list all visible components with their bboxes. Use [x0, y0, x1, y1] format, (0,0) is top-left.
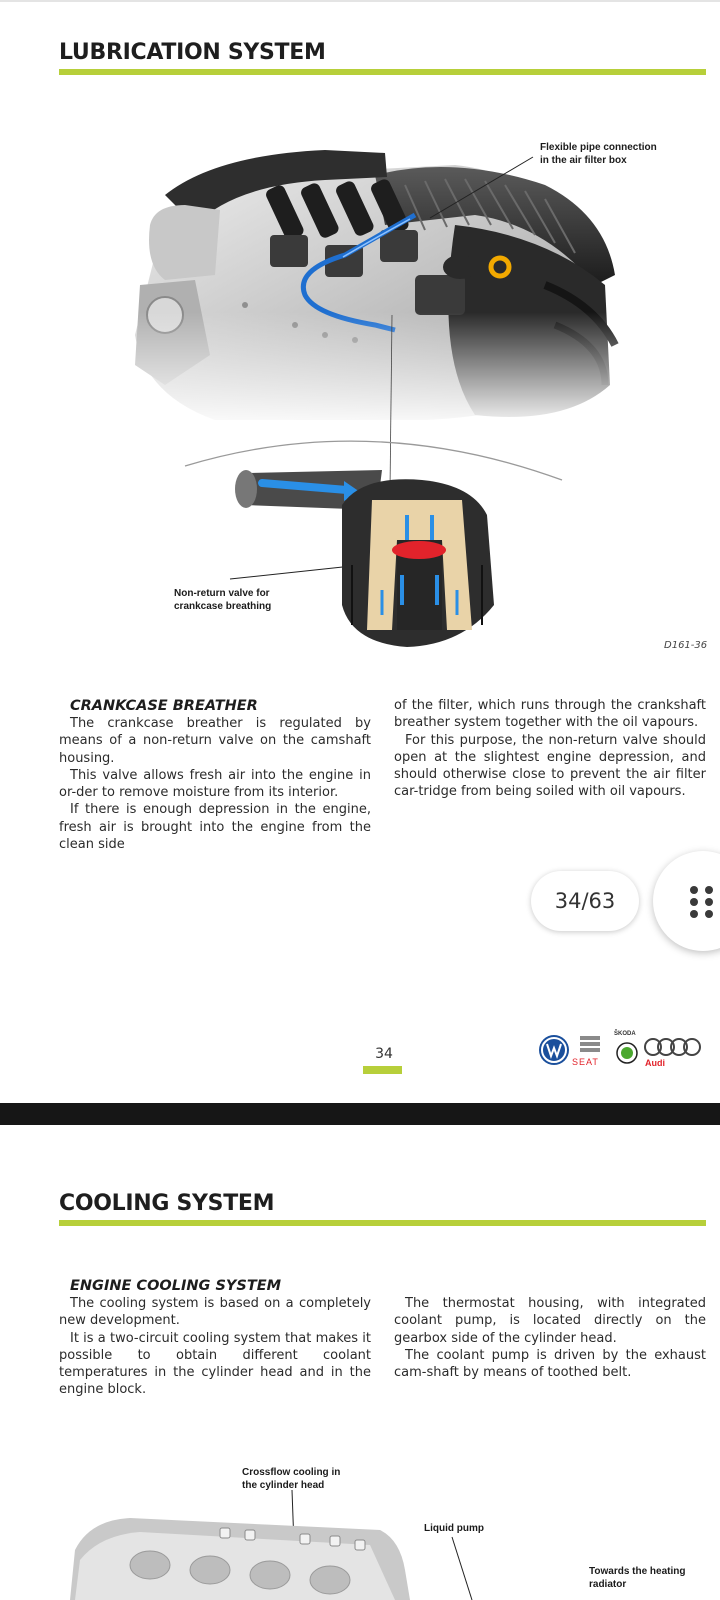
page-separator — [0, 1103, 720, 1125]
title-underline — [59, 1220, 706, 1226]
text-column-left — [59, 1277, 371, 1399]
paragraph: It is a two-circuit cooling system that makes it possible to obtain different coolant temperatures in the cylinder head and in the engine block. — [59, 1330, 371, 1398]
paragraph: The crankcase breather is regulated by means of a non-return valve on the camshaft housing. — [59, 716, 371, 766]
page-title-lubrication: LUBRICATION SYSTEM — [59, 40, 326, 65]
skoda-brand-text: ŠKODA — [614, 1031, 636, 1037]
figure-reference: D161-36 — [664, 640, 708, 651]
paragraph: If there is enough depression in the engine, fresh air is brought into the engine from the clean side — [59, 802, 371, 853]
label-flexible-pipe: Flexible pipe connection in the air filter box — [540, 142, 657, 166]
label-crossflow: Crossflow cooling in the cylinder head — [242, 1467, 341, 1491]
cylinder-head-illustration — [0, 1490, 720, 1600]
paragraph: This valve allows fresh air into the engine in or-der to remove moisture from its interior. — [59, 767, 371, 801]
page-title-cooling: COOLING SYSTEM — [59, 1191, 275, 1216]
text-column-right — [394, 1295, 706, 1381]
paragraph: The thermostat housing, with integrated coolant pump, is located directly on the gearbox side of the cylinder head. — [394, 1296, 706, 1346]
valve-cutaway-illustration — [232, 455, 517, 650]
audi-logo-icon — [643, 1037, 703, 1057]
seat-brand-text: SEAT — [572, 1057, 599, 1067]
page-indicator[interactable]: 34/63 — [531, 871, 639, 931]
label-non-return-valve: Non-return valve for crankcase breathing — [174, 588, 272, 612]
page-number-bar — [363, 1066, 402, 1074]
brand-logos — [538, 1032, 708, 1072]
section-heading-crankcase: CRANKCASE BREATHER — [70, 698, 258, 714]
text-column-left — [59, 697, 371, 853]
paragraph: For this purpose, the non-return valve should open at the slightest engine depression, and should otherwise close to prevent the air filter car-tridge from being soiled with oil vapours. — [394, 732, 706, 800]
label-heating-radiator: Towards the heating radiator — [589, 1566, 686, 1590]
audi-brand-text: Audi — [645, 1058, 665, 1068]
grid-dots-icon — [689, 885, 719, 919]
label-liquid-pump: Liquid pump — [424, 1523, 484, 1534]
section-heading-engine-cooling: ENGINE COOLING SYSTEM — [70, 1278, 282, 1294]
vw-logo-icon — [538, 1034, 570, 1066]
menu-button[interactable] — [653, 851, 720, 951]
paragraph: The cooling system is based on a completely new development. — [59, 1296, 371, 1329]
text-column-right — [394, 697, 706, 801]
paragraph: The coolant pump is driven by the exhaust cam-shaft by means of toothed belt. — [394, 1347, 706, 1381]
skoda-logo-icon — [616, 1042, 638, 1064]
paragraph: of the filter, which runs through the crankshaft breather system together with the oil vapours. — [394, 698, 706, 731]
page-number: 34 — [375, 1046, 393, 1062]
seat-logo-icon — [578, 1034, 602, 1054]
